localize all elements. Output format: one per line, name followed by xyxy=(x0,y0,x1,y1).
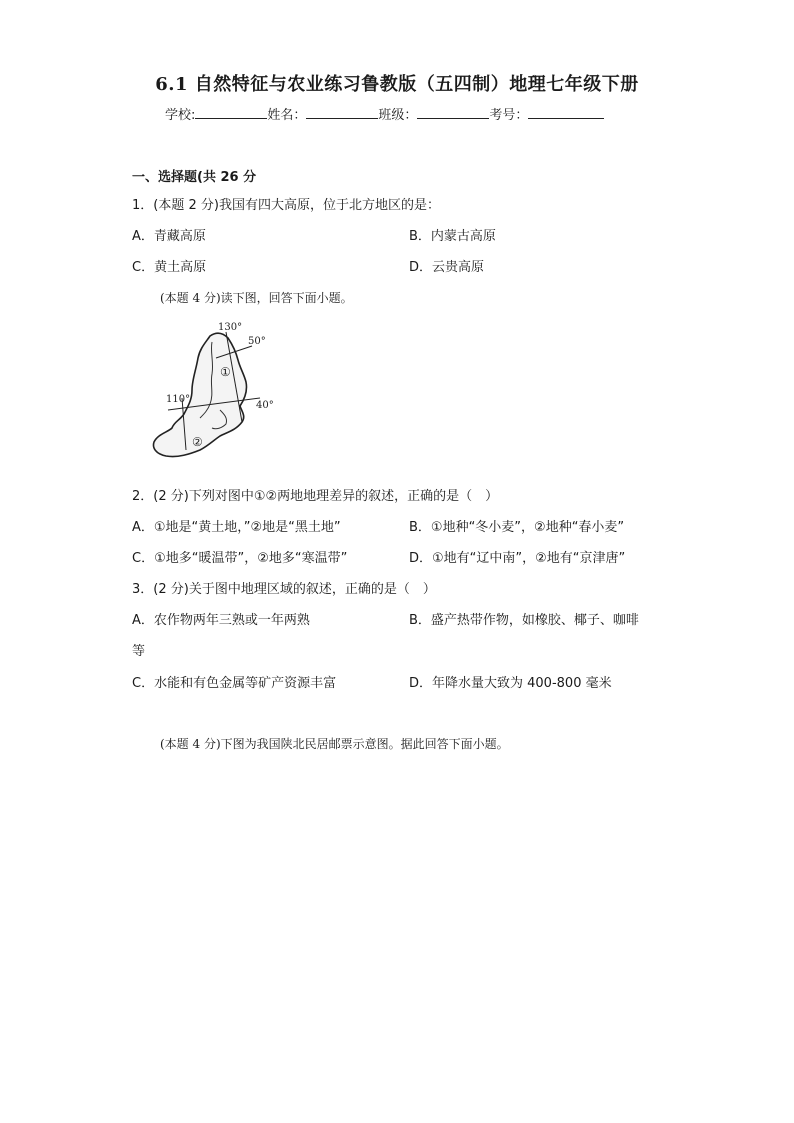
region-map xyxy=(148,318,278,468)
question-2-option-a: A．①地是“黄土地，”②地是“黑土地” xyxy=(132,520,341,535)
question-2-option-d: D．①地有“辽中南”，②地有“京津唐” xyxy=(409,551,626,566)
label-130: 130° xyxy=(218,322,243,333)
question-3-option-a: A．农作物两年三熟或一年两熟 xyxy=(132,613,310,628)
name-blank xyxy=(306,106,378,119)
question-3-stem: 3．(2 分)关于图中地理区域的叙述，正确的是（ ） xyxy=(132,582,436,597)
question-2-stem: 2．(2 分)下列对图中①②两地地理差异的叙述，正确的是（ ） xyxy=(132,489,499,504)
question-1-option-c: C．黄土高原 xyxy=(132,260,207,275)
label-40: 40° xyxy=(256,400,274,411)
name-label: 姓名： xyxy=(267,108,307,123)
question-2-option-c: C．①地多“暖温带”，②地多“寒温带” xyxy=(132,551,348,566)
label-50: 50° xyxy=(248,336,266,347)
question-1-option-b: B．内蒙古高原 xyxy=(409,229,496,244)
page-title: 6.1 自然特征与农业练习鲁教版（五四制）地理七年级下册 xyxy=(155,74,639,95)
region-1-label: ① xyxy=(220,365,231,379)
question-1-option-d: D．云贵高原 xyxy=(409,260,485,275)
number-label: 考号： xyxy=(489,108,529,123)
question-3-option-d: D．年降水量大致为 400-800 毫米 xyxy=(409,676,612,691)
number-blank xyxy=(528,106,604,119)
question-1-stem: 1．(本题 2 分)我国有四大高原，位于北方地区的是： xyxy=(132,198,440,213)
question-2-option-b: B．①地种“冬小麦”，②地种“春小麦” xyxy=(409,520,625,535)
school-label: 学校: xyxy=(165,108,196,123)
question-3-option-b-wrap: 等 xyxy=(132,644,146,659)
group-note-2: (本题 4 分)下图为我国陕北民居邮票示意图。据此回答下面小题。 xyxy=(160,737,509,751)
question-3-option-b: B．盛产热带作物，如橡胶、椰子、咖啡 xyxy=(409,613,639,628)
student-info-row xyxy=(165,104,604,123)
class-label: 班级： xyxy=(378,108,418,123)
label-110: 110° xyxy=(166,394,191,405)
group-note-1: (本题 4 分)读下图，回答下面小题。 xyxy=(160,291,353,305)
class-blank xyxy=(417,106,489,119)
question-1-option-a: A．青藏高原 xyxy=(132,229,206,244)
section-heading: 一、选择题(共 26 分 xyxy=(132,170,257,185)
school-blank xyxy=(195,106,267,119)
region-2-label: ② xyxy=(192,435,203,449)
question-3-option-c: C．水能和有色金属等矿产资源丰富 xyxy=(132,676,337,691)
